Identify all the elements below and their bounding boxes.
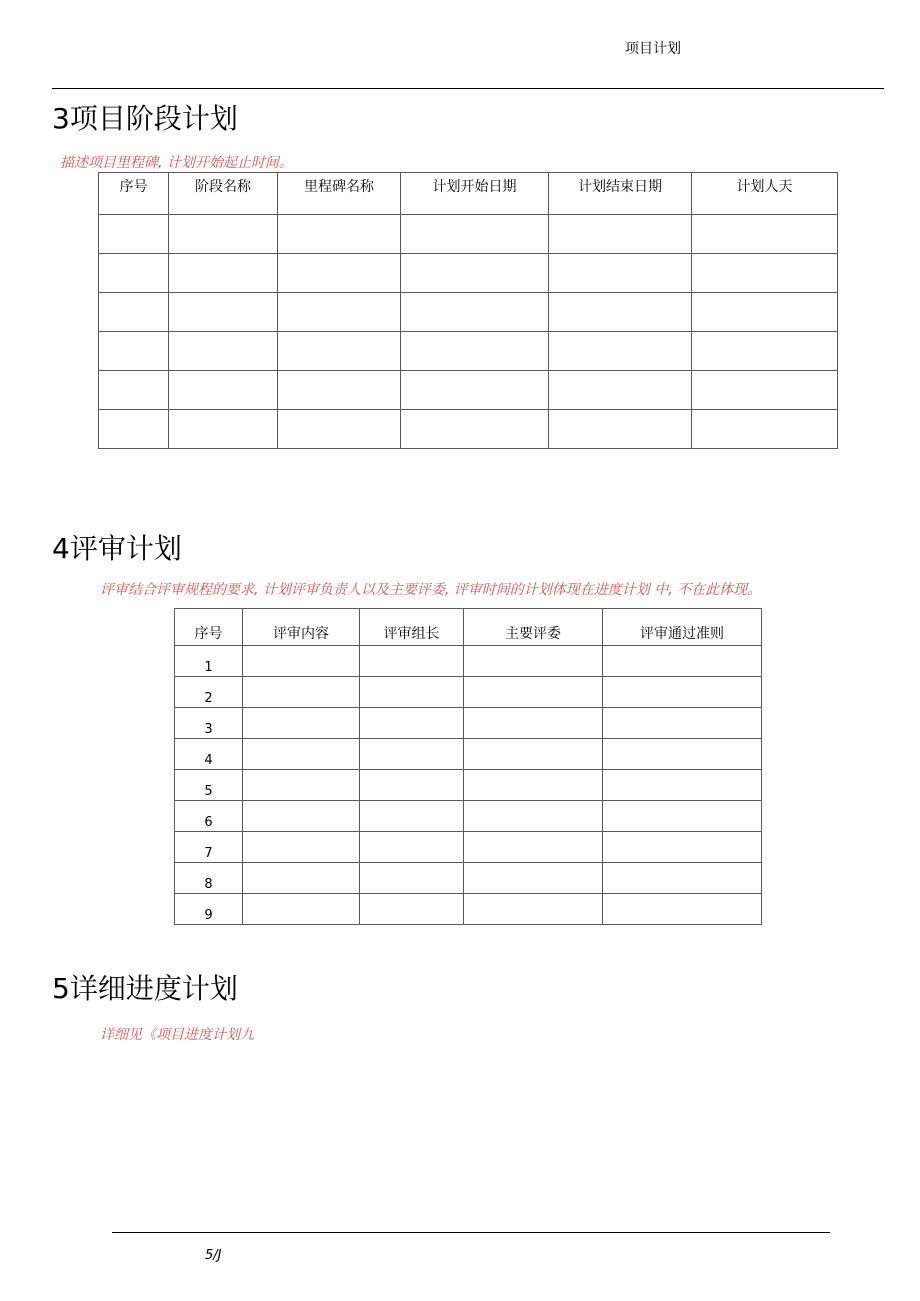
table-cell [169,293,278,332]
table-cell [692,215,838,254]
table-cell [243,770,360,801]
table-cell [243,832,360,863]
table-cell [99,293,169,332]
row-index: 9 [175,894,243,925]
table-cell [401,410,549,449]
section4-note: 评审结合评审规程的要求, 计划评审负责人以及主要评委, 评审时间的计划体现在进度计划 中, 不在此体现。 [100,582,762,598]
table-row [175,739,762,770]
table-cell [464,863,603,894]
table-cell [549,254,692,293]
table-cell [464,677,603,708]
table-row [175,677,762,708]
row-index: 2 [175,677,243,708]
table-cell [549,293,692,332]
table-cell [464,770,603,801]
table-cell [603,894,762,925]
col-header-stage-name: 阶段名称 [169,173,278,215]
table-cell [243,894,360,925]
table-cell [360,677,464,708]
row-index: 1 [175,646,243,677]
col-header-review-leader: 评审组长 [360,609,464,646]
table-row [99,410,838,449]
table-cell [243,801,360,832]
col-header-review-content: 评审内容 [243,609,360,646]
table-cell [360,832,464,863]
table-row [175,770,762,801]
col-header-end-date: 计划结束日期 [549,173,692,215]
page-number: 5/J [205,1248,222,1263]
review-plan-table [174,608,762,925]
table-cell [603,677,762,708]
table-cell [464,708,603,739]
table-cell [692,254,838,293]
table-cell [99,254,169,293]
row-index: 7 [175,832,243,863]
table-cell [692,371,838,410]
table-row [175,646,762,677]
table-row [175,801,762,832]
col-header-man-days: 计划人天 [692,173,838,215]
col-header-milestone-name: 里程碑名称 [278,173,401,215]
table-cell [169,371,278,410]
table-cell [401,215,549,254]
table-cell [401,371,549,410]
table-cell [360,863,464,894]
table-cell [169,410,278,449]
col-header-main-reviewers: 主要评委 [464,609,603,646]
table-cell [464,832,603,863]
table-cell [401,332,549,371]
table-row [175,832,762,863]
table-cell [360,708,464,739]
col-header-index: 序号 [99,173,169,215]
col-header-pass-criteria: 评审通过准则 [603,609,762,646]
row-index: 8 [175,863,243,894]
table-cell [278,410,401,449]
section3-heading: 3项目阶段计划 [52,102,238,135]
table-cell [99,215,169,254]
table-cell [243,708,360,739]
col-header-start-date: 计划开始日期 [401,173,549,215]
section5-note: 详细见《项目进度计划九 [100,1027,254,1043]
table-row [175,894,762,925]
table-cell [401,293,549,332]
table-cell [603,832,762,863]
table-cell [278,332,401,371]
table-header-row [175,609,762,646]
table-cell [464,646,603,677]
table-cell [278,215,401,254]
table-cell [360,739,464,770]
col-header-index: 序号 [175,609,243,646]
table-cell [603,739,762,770]
table-row [99,215,838,254]
table-cell [360,646,464,677]
table-cell [692,293,838,332]
table-cell [360,894,464,925]
section4-heading: 4评审计划 [52,532,182,565]
table-cell [243,677,360,708]
section5-heading: 5详细进度计划 [52,972,238,1005]
table-cell [360,770,464,801]
table-cell [243,646,360,677]
table-cell [603,646,762,677]
table-cell [360,801,464,832]
row-index: 5 [175,770,243,801]
table-cell [169,254,278,293]
table-cell [603,801,762,832]
table-cell [278,293,401,332]
table-cell [603,863,762,894]
table-row [175,708,762,739]
table-cell [243,863,360,894]
table-cell [549,410,692,449]
table-cell [464,801,603,832]
table-cell [99,371,169,410]
table-cell [464,894,603,925]
table-row [99,371,838,410]
table-cell [169,332,278,371]
table-cell [278,254,401,293]
table-row [175,863,762,894]
table-row [99,332,838,371]
table-cell [169,215,278,254]
table-cell [692,332,838,371]
header-rule [52,88,884,89]
header-title: 项目计划 [625,41,681,57]
table-cell [549,332,692,371]
footer-rule [112,1232,830,1233]
table-header-row [99,173,838,215]
table-cell [549,371,692,410]
table-cell [692,410,838,449]
table-cell [603,770,762,801]
table-cell [278,371,401,410]
table-row [99,293,838,332]
table-cell [243,739,360,770]
row-index: 3 [175,708,243,739]
table-cell [401,254,549,293]
table-row [99,254,838,293]
table-cell [549,215,692,254]
table-cell [99,410,169,449]
table-cell [464,739,603,770]
section3-note: 描述项目里程碑, 计划开始起止时间。 [60,155,293,171]
row-index: 6 [175,801,243,832]
table-cell [99,332,169,371]
table-cell [603,708,762,739]
stage-plan-table [98,172,838,449]
row-index: 4 [175,739,243,770]
